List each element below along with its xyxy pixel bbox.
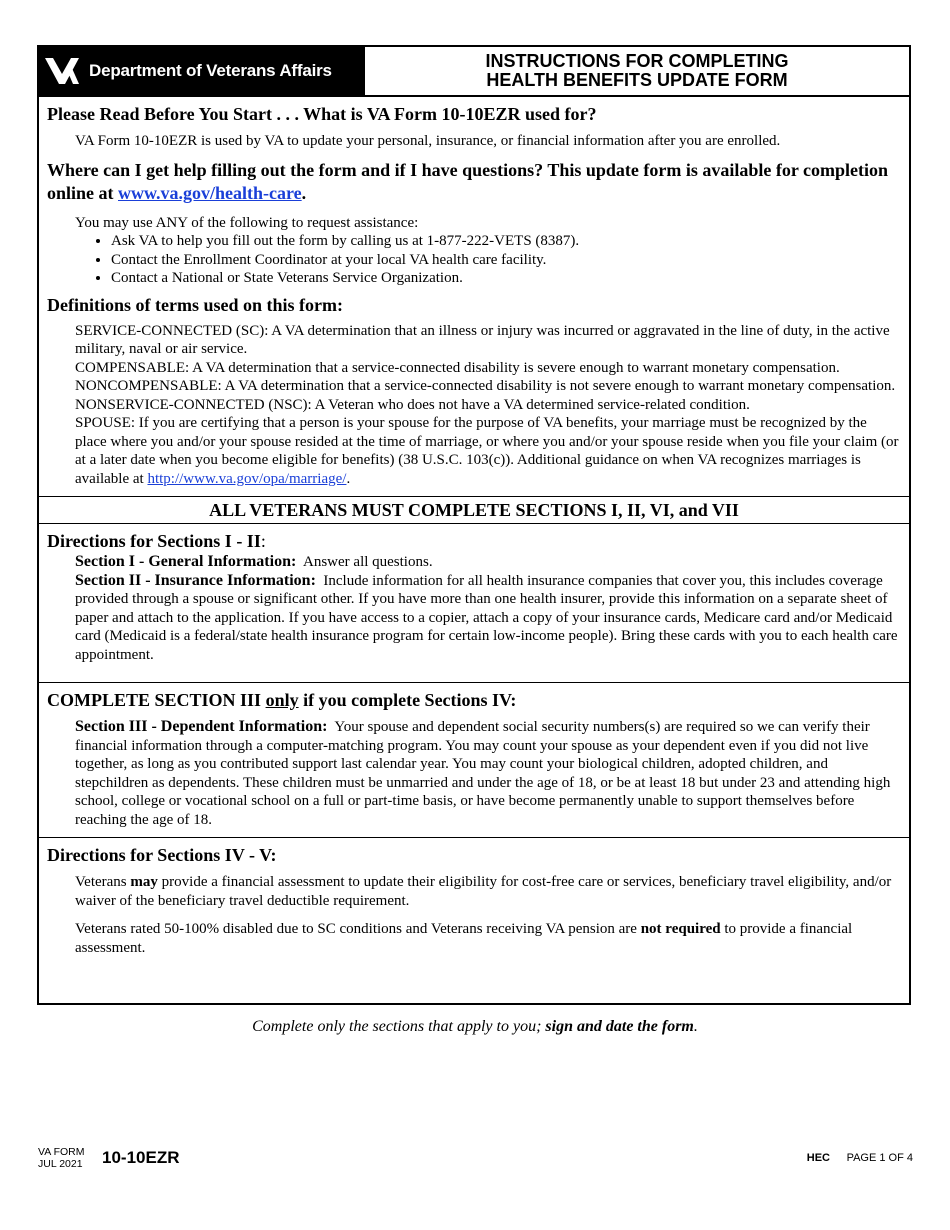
section-iii-text: Section III - Dependent Information: Your spouse and dependent social security numbers(s) are required so we can verify their financial information through a computer-matching program. You may count your spouse as your dependent even if you did not live together, as long as you contributed support last calendar year. You may count your biological children, adopted children, and stepchildren as dependents. These children must be unmarried and under the age of 18, or be at least 18 but under 23 and attending high school, college or vocational school on a full or part-time basis, or have become permanently unable to support themselves before reaching the age of 18.	[75, 718, 891, 828]
form-edition: VA FORM JUL 2021	[38, 1146, 85, 1170]
definition-spouse: SPOUSE: If you are certifying that a person is your spouse for the purpose of VA benefits, your marriage must be recognized by the place where you and/or your spouse resided at the time of marriage, or where you and/or your spouse reside when you file your claim (or at a later date when you become eligible for benefits) (38 U.S.C. 103(c)). Additional guidance on when VA recognizes marriages is available at http://www.va.gov/opa/marriage/.	[75, 415, 899, 487]
section-ii-text: Section II - Insurance Information: Include information for all health insurance companies that cover you, this includes coverage provided through a spouse or significant other. If you have more than one health insurer, provide this information on a separate sheet of paper and attach to the application. If you have access to a copier, attach a copy of your insurance cards, Medicare card and/or Medicaid card (Medicaid is a federal/state health insurance program for certain low-income people). Bring these cards with you to each health care appointment.	[75, 571, 898, 663]
directions-iv-v-p2: Veterans rated 50-100% disabled due to SC conditions and Veterans receiving VA pension are not required to provide a financial assessment.	[75, 921, 853, 956]
directions-iv-v	[39, 838, 909, 957]
department-name: Department of Veterans Affairs	[89, 61, 332, 80]
definitions-heading: Definitions of terms used on this form:	[47, 294, 343, 315]
form-title-line2: HEALTH BENEFITS UPDATE FORM	[486, 70, 788, 90]
help-list	[47, 232, 901, 288]
definition-nsc: NONSERVICE-CONNECTED (NSC): A Veteran who does not have a VA determined service-related condition.	[75, 396, 750, 413]
intro-section	[39, 97, 909, 151]
list-item: • Ask VA to help you fill out the form by calling us at 1-877-222-VETS (8387).	[111, 232, 901, 251]
form-title-line1: INSTRUCTIONS FOR COMPLETING	[485, 51, 789, 71]
page-number: PAGE 1 OF 4	[846, 1152, 913, 1164]
va-seal-icon	[43, 54, 81, 88]
health-care-link[interactable]: www.va.gov/health-care	[118, 182, 302, 203]
definition-sc: SERVICE-CONNECTED (SC): A VA determination that an illness or injury was incurred or aggravated in the line of duty, in the active military, naval or air service.	[75, 322, 890, 357]
form-header	[39, 47, 909, 97]
list-item: • Contact a National or State Veterans Service Organization.	[111, 269, 901, 288]
directions-i-ii-heading: Directions for Sections I - II:	[47, 531, 266, 551]
form-frame	[37, 45, 911, 1005]
definition-compensable: COMPENSABLE: A VA determination that a service-connected disability is severe enough to warrant monetary compensation.	[75, 359, 840, 376]
definitions-section	[39, 288, 909, 497]
office-code: HEC	[806, 1152, 830, 1164]
help-section	[39, 151, 909, 288]
section-iii-block	[39, 683, 909, 837]
directions-iv-v-heading: Directions for Sections IV - V:	[47, 845, 277, 865]
intro-heading: Please Read Before You Start . . . What is VA Form 10-10EZR used for?	[47, 104, 597, 124]
section-iii-heading: COMPLETE SECTION III only if you complete Sections IV:	[47, 690, 517, 710]
page-footer	[38, 1146, 913, 1172]
form-title	[365, 47, 909, 95]
section-i-text: Section I - General Information: Answer all questions.	[75, 553, 433, 570]
intro-text: VA Form 10-10EZR is used by VA to update your personal, insurance, or financial information after you are enrolled.	[75, 133, 781, 149]
directions-i-ii	[39, 524, 909, 682]
form-number: 10-10EZR	[102, 1148, 180, 1167]
all-veterans-banner: ALL VETERANS MUST COMPLETE SECTIONS I, II, VI, and VII	[209, 500, 739, 520]
list-item: • Contact the Enrollment Coordinator at your local VA health care facility.	[111, 251, 901, 270]
closing-instruction: Complete only the sections that apply to you; sign and date the form.	[252, 1018, 698, 1035]
va-logo-block	[39, 47, 365, 95]
marriage-link[interactable]: http://www.va.gov/opa/marriage/	[147, 470, 347, 487]
help-lead: You may use ANY of the following to request assistance:	[75, 214, 419, 231]
definition-noncompensable: NONCOMPENSABLE: A VA determination that a service-connected disability is not severe enough to warrant monetary compensation.	[75, 378, 896, 394]
directions-iv-v-p1: Veterans may provide a financial assessment to update their eligibility for cost-free care or services, beneficiary travel eligibility, and/or waiver of the beneficiary travel deductible requirement.	[75, 874, 892, 909]
help-heading: Where can I get help filling out the form and if I have questions? This update form is available for completion online at www.va.gov/health-care.	[47, 159, 889, 203]
